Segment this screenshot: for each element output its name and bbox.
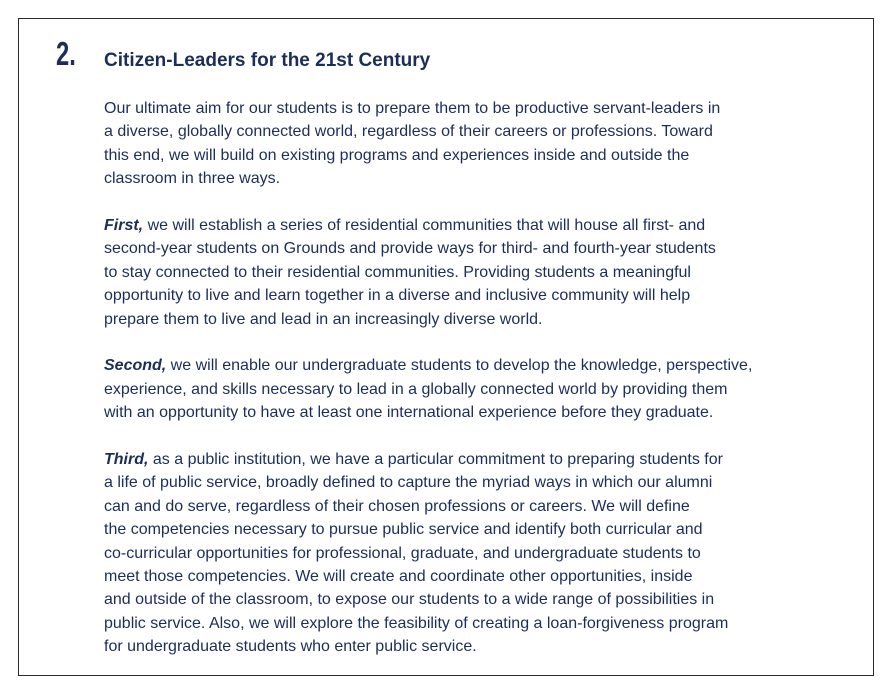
text-line (104, 214, 804, 237)
text-line: public service. Also, we will explore the feasibility of creating a loan-forgiveness program (104, 614, 729, 632)
text-line: experience, and skills necessary to lead in a globally connected world by providing them (104, 380, 728, 398)
text-line: can and do serve, regardless of their chosen professions or careers. We will define (104, 497, 690, 515)
text-line: and outside of the classroom, to expose our students to a wide range of possibilities in (104, 591, 715, 609)
text-line: with an opportunity to have at least one international experience before they graduate. (104, 404, 714, 422)
text-line: meet those competencies. We will create and coordinate other opportunities, inside (104, 568, 693, 586)
text-line: co-curricular opportunities for professional, graduate, and undergraduate students to (104, 544, 701, 562)
text-line (104, 354, 804, 377)
second-lead: Second, (104, 357, 167, 375)
text-line (104, 448, 804, 471)
text-line: a life of public service, broadly defined to capture the myriad ways in which our alumni (104, 474, 713, 492)
third-line-text: as a public institution, we have a particular commitment to preparing students for (148, 451, 723, 469)
text-line: classroom in three ways. (104, 170, 281, 188)
section-body (104, 97, 804, 659)
section-number: 2. (56, 35, 76, 72)
first-lead: First, (104, 217, 144, 235)
third-lead: Third, (104, 451, 149, 469)
document-frame (18, 18, 874, 676)
text-line: this end, we will build on existing programs and experiences inside and outside the (104, 146, 690, 164)
text-line: second-year students on Grounds and provide ways for third- and fourth-year students (104, 240, 716, 258)
text-line: prepare them to live and lead in an increasingly diverse world. (104, 310, 543, 328)
text-line: the competencies necessary to pursue public service and identify both curricular and (104, 521, 703, 539)
text-line: Our ultimate aim for our students is to prepare them to be productive servant-leaders in (104, 100, 721, 117)
second-line-text: we will enable our undergraduate students to develop the knowledge, perspective, (166, 357, 753, 375)
text-line: a diverse, globally connected world, regardless of their careers or professions. Toward (104, 123, 713, 141)
text-line: opportunity to live and learn together in a diverse and inclusive community will help (104, 287, 691, 305)
first-line-text: we will establish a series of residential communities that will house all first- and (143, 217, 706, 235)
text-line: for undergraduate students who enter public service. (104, 638, 477, 656)
third-paragraph (104, 448, 804, 659)
section-title: Citizen-Leaders for the 21st Century (104, 50, 431, 71)
first-paragraph (104, 214, 804, 331)
second-paragraph (104, 354, 804, 424)
intro-paragraph (104, 97, 804, 191)
text-line: to stay connected to their residential communities. Providing students a meaningful (104, 263, 691, 281)
